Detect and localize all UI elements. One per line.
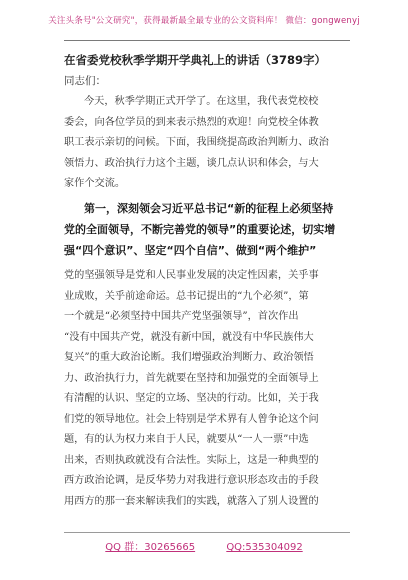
footer [0, 538, 408, 553]
body-line: 复兴”的重大政治论断。我们增强政治判断力、政治领悟 [64, 352, 314, 363]
body-line: 们党的领导地位。社会上特别是学术界有人曾争论这个问 [64, 413, 319, 425]
footer-qq-group: QQ 群：30265665 [105, 542, 196, 553]
section-1-body [64, 266, 346, 512]
header-banner: 关注头条号"公文研究"，获得最新最全最专业的公文资料库！ 微信：gongwenyj [48, 16, 360, 26]
section-1-heading [64, 198, 354, 261]
footer-divider [64, 532, 350, 533]
intro-line: 职工表示亲切的问候。下面，我围绕提高政治判断力、政治 [64, 137, 329, 148]
body-line: 西方政治论调，是反华势力对我进行意识形态攻击的手段 [64, 475, 319, 486]
document-title: 在省委党校秋季学期开学典礼上的讲话（3789字） [64, 53, 327, 67]
body-line: 力、政治执行力，首先就要在坚持和加强党的全面领导上 [64, 372, 319, 384]
intro-line: 今天，秋季学期正式开学了。在这里，我代表党校校 [84, 96, 319, 107]
footer-qq: QQ:535304092 [226, 542, 303, 553]
intro-paragraph [64, 92, 346, 195]
salutation: 同志们： [64, 75, 106, 87]
section-heading-line: 党的全面领导，不断完善党的领导”的重要论述，切实增 [64, 223, 336, 236]
body-line: 有清醒的认识、坚定的立场、坚决的行动。比如，关于我 [64, 393, 319, 404]
header-divider [64, 40, 350, 41]
intro-line: 领悟力、政治执行力这个主题，谈几点认识和体会，与大 [64, 157, 319, 169]
section-heading-line: 第一，深刻领会习近平总书记“新的征程上必须坚持 [84, 202, 334, 215]
body-line: “没有中国共产党，就没有新中国，就没有中华民族伟大 [64, 331, 314, 343]
intro-line: 家作个交流。 [64, 178, 126, 189]
intro-line: 委会，向各位学员的到来表示热烈的欢迎！向党校全体教 [64, 116, 319, 128]
section-heading-line: 强“四个意识”、坚定“四个自信”、做到“两个维护” [64, 244, 317, 257]
body-line: 题，有的认为权力来自于人民，就要从“一人一票”中选 [64, 434, 309, 445]
body-line: 用西方的那一套来解读我们的实践，就落入了别人设置的 [64, 495, 319, 507]
body-line: 一个就是“必须坚持中国共产党坚强领导”，首次作出 [64, 311, 299, 322]
body-line: 出来，否则执政就没有合法性。实际上，这是一种典型的 [64, 454, 319, 466]
body-line: 党的坚强领导是党和人民事业发展的决定性因素，关乎事 [64, 270, 319, 281]
body-line: 业成败，关乎前途命运。总书记提出的“九个必须”，第 [64, 290, 309, 302]
